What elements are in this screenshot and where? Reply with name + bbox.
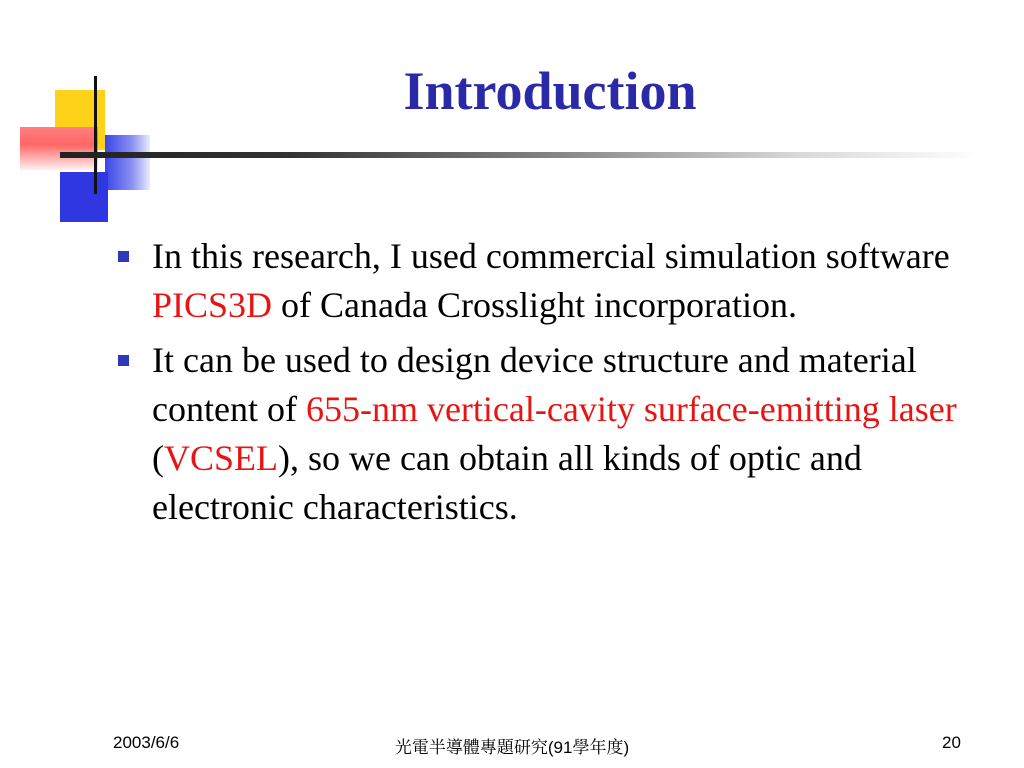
bullet-item <box>112 232 992 330</box>
light-blue-square-decor <box>105 135 150 190</box>
page-number: 20 <box>942 733 961 752</box>
bullet-text: of Canada Crosslight incorporation. <box>272 285 797 325</box>
bullet-text: ( <box>152 438 164 478</box>
bullet-text: In this research, I used commercial simulation software <box>152 236 950 276</box>
highlight-text: 655-nm vertical-cavity surface-emitting laser <box>305 389 957 429</box>
bullet-text: It can be used to design device structure and material content of <box>152 340 917 429</box>
square-bullet-icon <box>118 355 129 366</box>
pink-square-decor <box>20 127 98 170</box>
footer-date: 2003/6/6 <box>113 733 180 752</box>
bullet-list <box>112 232 992 538</box>
slide-title: Introduction <box>403 61 697 121</box>
highlight-text: VCSEL <box>164 438 279 478</box>
square-bullet-icon <box>118 251 129 262</box>
bullet-item <box>112 336 992 532</box>
title-underline <box>60 152 980 158</box>
bullet-text: ), so we can obtain all kinds of optic and electronic characteristics. <box>152 438 862 527</box>
footer-course-title: 光電半導體專題研究(91學年度) <box>394 738 630 757</box>
highlight-text: PICS3D <box>152 285 273 325</box>
blue-square-decor <box>60 172 108 222</box>
